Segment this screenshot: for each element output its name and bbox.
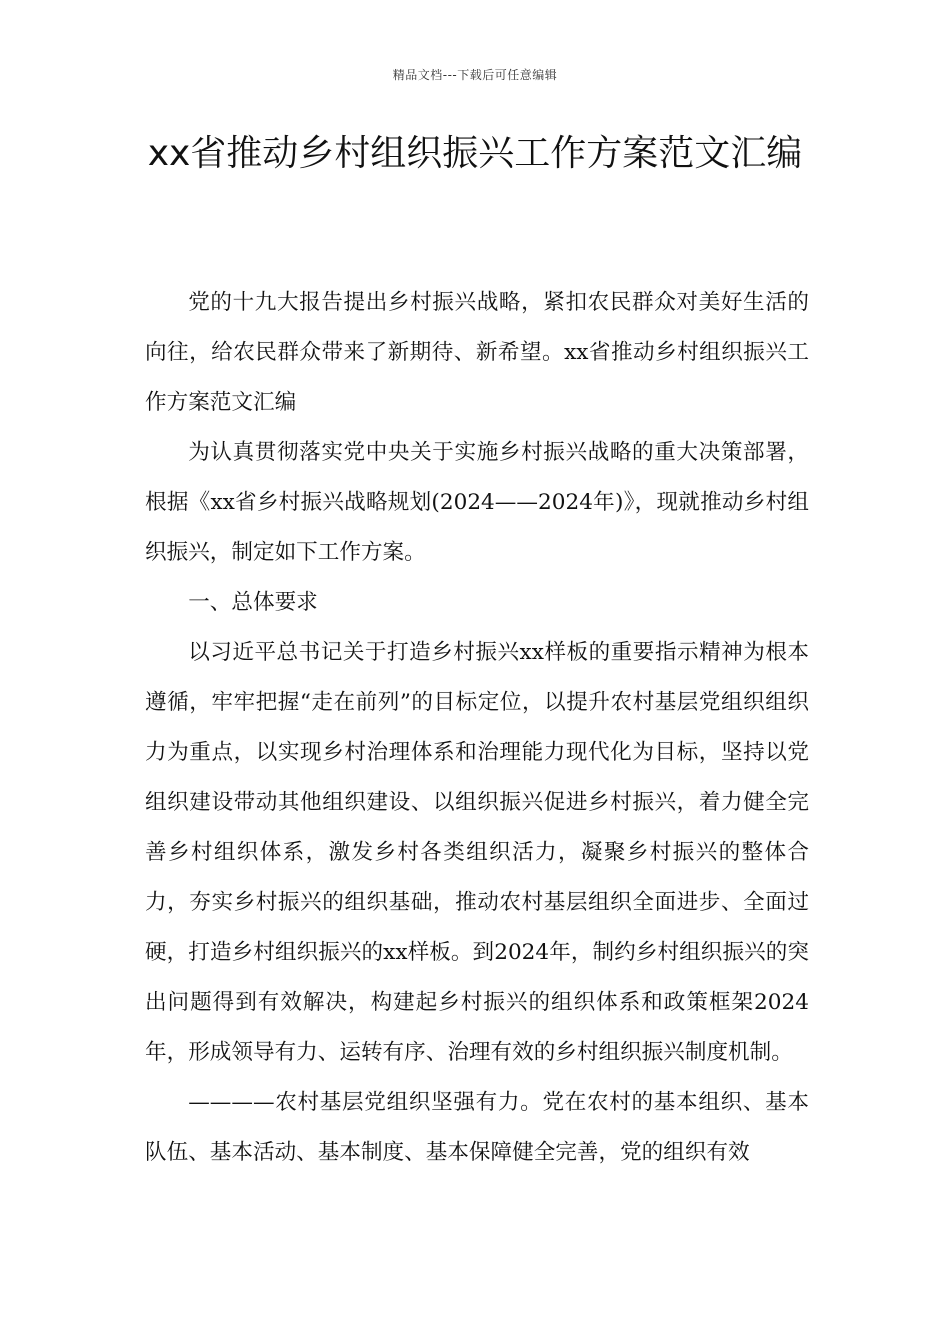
paragraph-intro: 党的十九大报告提出乡村振兴战略，紧扣农民群众对美好生活的向往，给农民群众带来了新期待、新希望。xx省推动乡村组织振兴工作方案范文汇编 (145, 290, 809, 415)
header-note: 精品文档---下载后可任意编辑 (392, 68, 558, 82)
document-body (145, 278, 809, 1178)
paragraph-party-organization: ————农村基层党组织坚强有力。党在农村的基本组织、基本队伍、基本活动、基本制度、基本保障健全完善，党的组织有效 (145, 1090, 809, 1165)
paragraph-purpose: 为认真贯彻落实党中央关于实施乡村振兴战略的重大决策部署，根据《xx省乡村振兴战略规划(2024——2024年)》，现就推动乡村组织振兴，制定如下工作方案。 (145, 440, 809, 565)
paragraph-general-requirements: 以习近平总书记关于打造乡村振兴xx样板的重要指示精神为根本遵循，牢牢把握“走在前列”的目标定位，以提升农村基层党组织组织力为重点，以实现乡村治理体系和治理能力现代化为目标，坚持以党组织建设带动其他组织建设、以组织振兴促进乡村振兴，着力健全完善乡村组织体系，激发乡村各类组织活力，凝聚乡村振兴的整体合力，夯实乡村振兴的组织基础，推动农村基层组织全面进步、全面过硬，打造乡村组织振兴的xx样板。到2024年，制约乡村组织振兴的突出问题得到有效解决，构建起乡村振兴的组织体系和政策框架2024年，形成领导有力、运转有序、治理有效的乡村组织振兴制度机制。 (145, 640, 809, 1065)
document-title: xx省推动乡村组织振兴工作方案范文汇编 (147, 133, 803, 174)
section-heading-general-requirements: 一、总体要求 (188, 590, 318, 615)
